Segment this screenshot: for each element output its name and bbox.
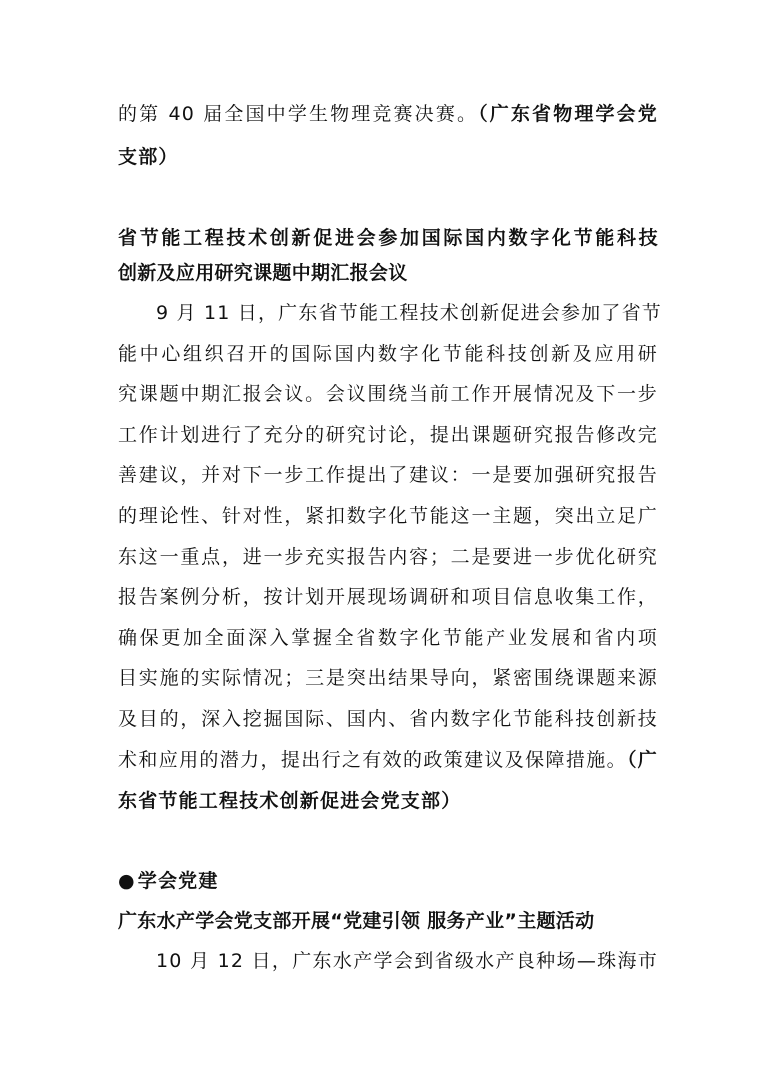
article-body-line: 确保更加全面深入掌握全省数字化节能产业发展和省内项: [118, 627, 658, 649]
section-heading: [118, 866, 658, 896]
article-body-line: 10 月 12 日，广东水产学会到省级水产良种场—珠海市: [156, 950, 658, 972]
source-attribution: （广: [626, 749, 658, 771]
article-body-line: 及目的，深入挖掘国际、国内、省内数字化节能科技创新技: [118, 708, 658, 730]
article-body-line: 东这一重点，进一步充实报告内容；二是要进一步优化研究: [118, 546, 658, 568]
article-title-line-2: 创新及应用研究课题中期汇报会议: [118, 262, 408, 284]
article-title-line-1: 省节能工程技术创新促进会参加国际国内数字化节能科技: [118, 227, 658, 249]
paragraph-text: 的第 40 届全国中学生物理竞赛决赛。: [118, 103, 479, 125]
article-body-line: 善建议，并对下一步工作提出了建议：一是要加强研究报告: [118, 464, 658, 486]
source-attribution: 支部）: [118, 146, 179, 168]
continuation-paragraph-line-1: [118, 99, 658, 129]
section-heading-text: 学会党建: [137, 870, 219, 892]
article-body-line: 报告案例分析，按计划开展现场调研和项目信息收集工作，: [118, 586, 658, 608]
article-body-text: 术和应用的潜力，提出行之有效的政策建议及保障措施。: [118, 749, 627, 771]
article-body-line: 工作计划进行了充分的研究讨论，提出课题研究报告修改完: [118, 424, 658, 446]
article-body-line: 究课题中期汇报会议。会议围绕当前工作开展情况及下一步: [118, 383, 658, 405]
article-body-line: 的理论性、针对性，紧扣数字化节能这一主题，突出立足广: [118, 505, 658, 527]
source-attribution: （广东省物理学会党: [478, 103, 658, 125]
source-attribution: 东省节能工程技术创新促进会党支部）: [118, 790, 462, 812]
article-body-line: [118, 745, 658, 775]
article-body-line: 目实施的实际情况；三是突出结果导向，紧密围绕课题来源: [118, 667, 658, 689]
bullet-icon: ●: [118, 870, 136, 892]
article-body-line: 9 月 11 日，广东省节能工程技术创新促进会参加了省节: [156, 302, 662, 324]
article-title: 广东水产学会党支部开展“党建引领 服务产业”主题活动: [118, 910, 595, 932]
article-body-line: 能中心组织召开的国际国内数字化节能科技创新及应用研: [118, 343, 658, 365]
